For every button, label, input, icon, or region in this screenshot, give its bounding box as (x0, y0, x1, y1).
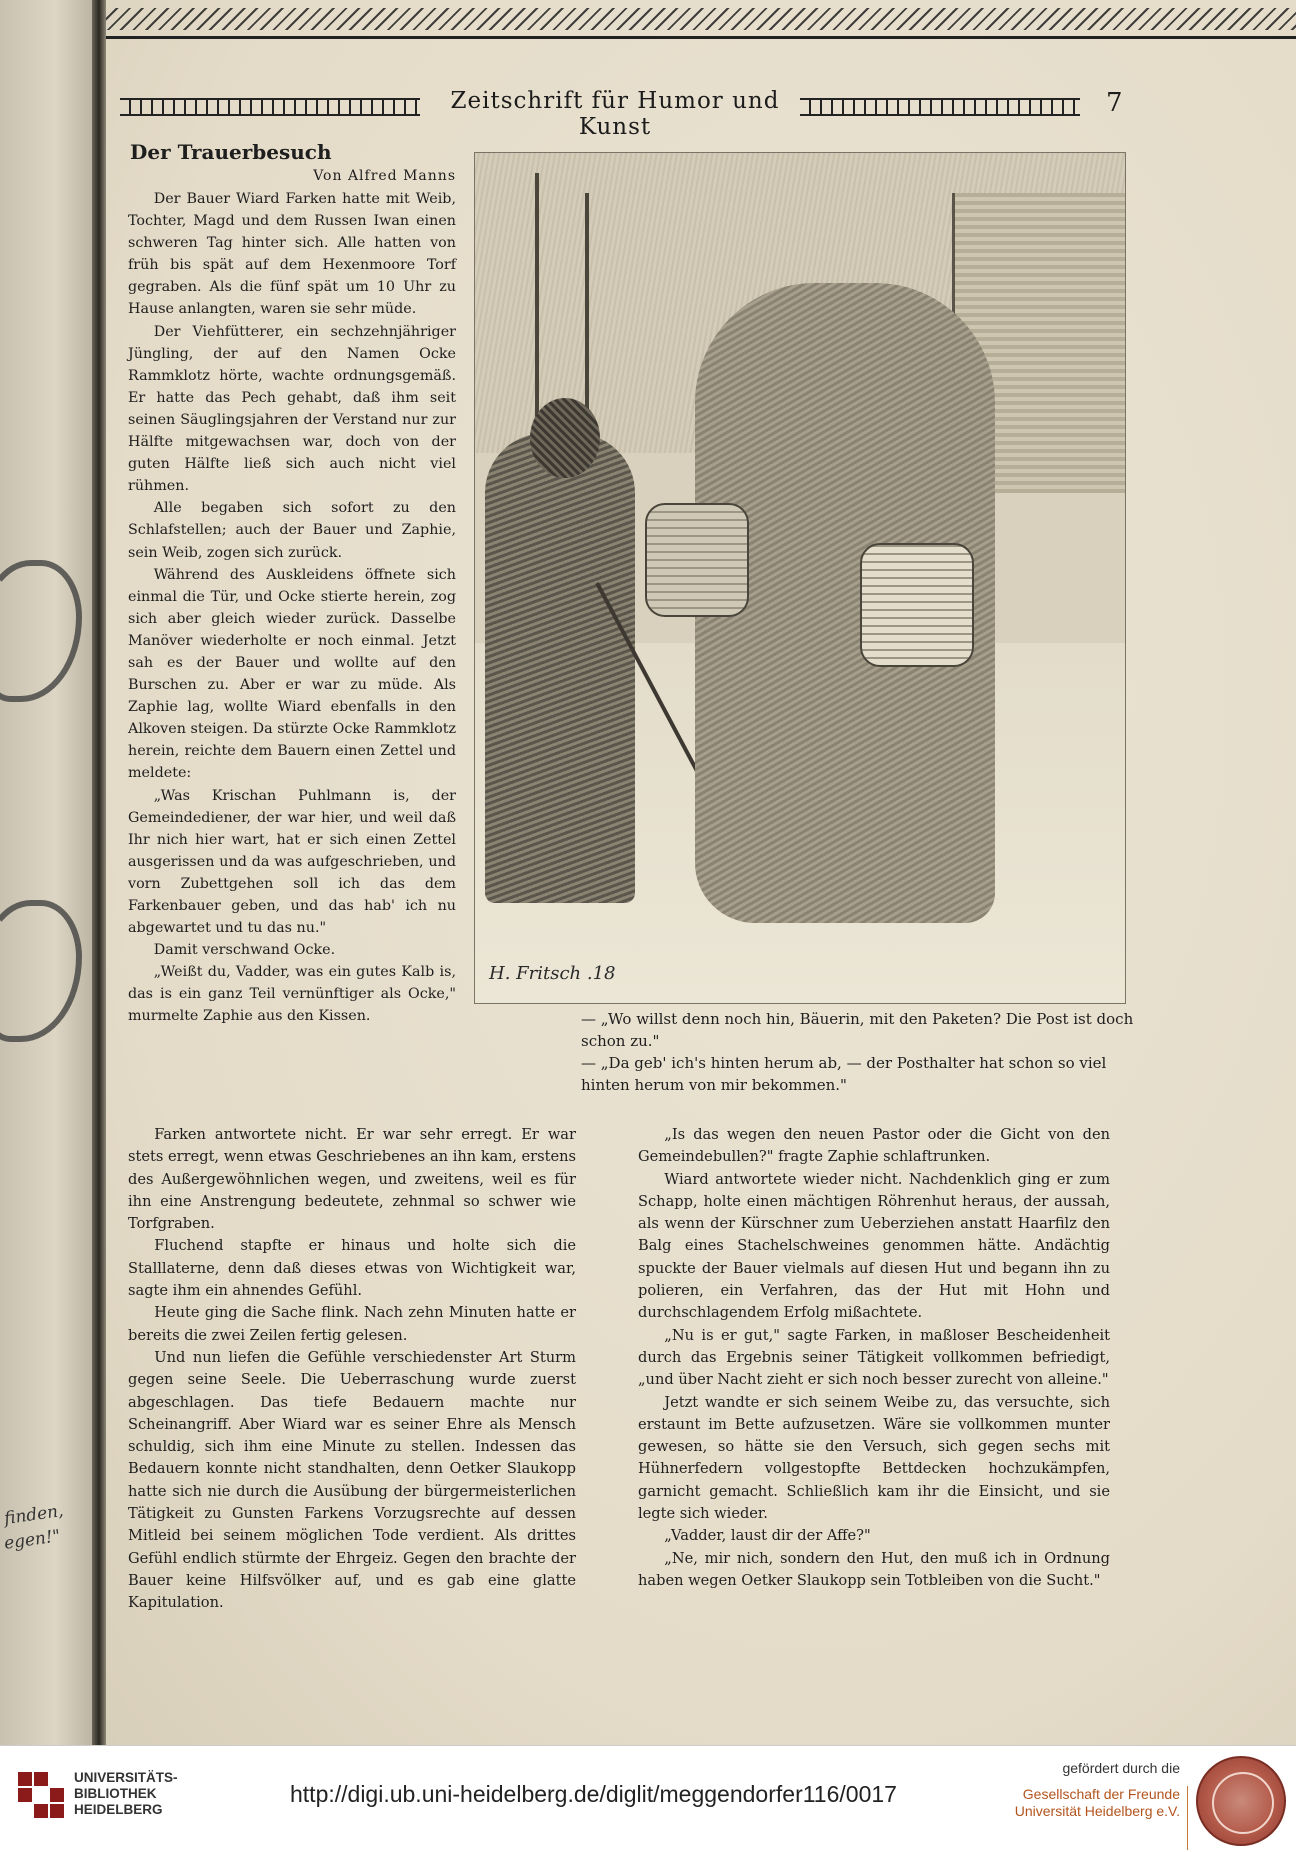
illustration (474, 152, 1126, 1004)
illustration-parcel (860, 543, 974, 667)
paragraph: Während des Auskleidens öffnete sich einmal die Tür, und Ocke stierte herein, zog sich aber gleich wieder zurück. Dasselbe Manöver wiederholte er noch einmal. Jetzt sah es der Bauer und wollte auf den Burschen zu. Aber er war zu müde. Als Zaphie lag, wollte Wiard ebenfalls in den Alkoven steigen. Da stürzte Ocke Rammklotz herein, reichte dem Bauern einen Zettel und meldete: (128, 566, 456, 782)
library-name-line: HEIDELBERG (74, 1802, 163, 1817)
caption-line: — „Wo willst denn noch hin, Bäuerin, mit den Paketen? Die Post ist doch schon zu." (581, 1010, 1134, 1050)
text-column-3 (638, 1124, 1110, 1592)
paragraph: Damit verschwand Ocke. (153, 942, 336, 959)
illustration-parcel (645, 503, 749, 617)
paragraph: „Is das wegen den neuen Pastor oder die Gicht von den Gemeindebullen?" fragte Zaphie schlaftrunken. (638, 1126, 1110, 1166)
paragraph: „Vadder, laust dir der Affe?" (664, 1527, 871, 1545)
text-column-2 (128, 1124, 576, 1615)
illustration-signature: H. Fritsch .18 (489, 963, 616, 984)
paragraph: Heute ging die Sache flink. Nach zehn Minuten hatte er bereits die zwei Zeilen fertig gelesen. (128, 1304, 576, 1344)
article-byline: Von Alfred Manns (313, 168, 456, 184)
paragraph: Wiard antwortete wieder nicht. Nachdenklich ging er zum Schapp, holte einen mächtigen Röhrenhut heraus, der aussah, als wenn der Kürschner zum Ueberziehen anstatt Haarfilz den Balg eines Stachelschweines genommen hätte. Andächtig spuckte der Bauer vielmals auf diesen Hut und begann ihn zu polieren, ein Verfahren, das der Hut mit Hohn und durchschlagendem Erfolg mißachtete. (638, 1170, 1110, 1322)
illustration-tree (535, 173, 539, 433)
illustration-caption (581, 1008, 1136, 1096)
header-ornament-left (120, 98, 420, 116)
sponsor-intro: gefördert durch die (1062, 1760, 1180, 1776)
sponsor-name-line: Universität Heidelberg e.V. (1014, 1803, 1180, 1819)
university-seal-icon[interactable] (1196, 1756, 1286, 1846)
sponsor-name (1000, 1786, 1180, 1820)
library-name-line: UNIVERSITÄTS- (74, 1770, 178, 1785)
scanned-page (106, 0, 1296, 1745)
top-ornamental-border (106, 0, 1296, 39)
page-number: 7 (1106, 88, 1123, 118)
book-spine (92, 0, 106, 1745)
paragraph: Farken antwortete nicht. Er war sehr erregt. Er war stets erregt, wenn etwas Geschriebenes an ihn kam, erstens des Außergewöhnlichen wegen, und zweitens, weil es für ihn eine Anstrengung bedeutete, zehnmal so schwer wie Torfgraben. (128, 1126, 576, 1233)
text-column-1 (128, 188, 456, 1028)
facing-page-sketch (0, 560, 82, 702)
paragraph: Fluchend stapfte er hinaus und holte sich die Stalllaterne, denn daß dieses etwas von Wichtigkeit war, sagte ihm ein ahnendes Gefühl. (128, 1237, 576, 1300)
sponsor-block[interactable] (1000, 1760, 1180, 1820)
illustration-farmhand-head (530, 398, 600, 478)
paragraph: Der Viehfütterer, ein sechzehnjähriger Jüngling, der auf den Namen Ocke Rammklotz hörte, wachte ordnungsgemäß. Er hatte das Pech gehabt, daß ihm seit seinen Säuglingsjahren der Verstand nur zur Hälfte mitgewachsen war, doch von der guten Hälfte ließ sich auch nicht viel rühmen. (128, 323, 456, 495)
paragraph: „Ne, mir nich, sondern den Hut, den muß ich in Ordnung haben wegen Oetker Slaukopp sein Totbleiben von die Sucht." (638, 1549, 1110, 1589)
illustration-tree (585, 193, 589, 423)
paragraph: „Weißt du, Vadder, was ein gutes Kalb is, das is ein ganz Teil vernünftiger als Ocke," murmelte Zaphie aus den Kissen. (128, 964, 456, 1025)
viewer-footer (0, 1745, 1296, 1852)
running-header (120, 88, 1120, 140)
library-name[interactable] (74, 1770, 178, 1818)
header-ornament-right (800, 98, 1080, 116)
running-head-title: Zeitschrift für Humor und Kunst (450, 88, 780, 140)
sponsor-divider (1187, 1786, 1188, 1850)
paragraph: „Was Krischan Puhlmann is, der Gemeindediener, der war hier, und weil daß Ihr nich hier wart, hat er sich einen Zettel ausgerissen und da was aufgeschrieben, und vorn Zubettgehen soll ich das dem Farkenbauer geben, und das hab' ich nu abgewartet und tu das nu." (128, 787, 456, 937)
facing-page-fragment: finden, (2, 1500, 65, 1530)
article-title: Der Trauerbesuch (130, 140, 332, 164)
library-name-line: BIBLIOTHEK (74, 1786, 157, 1801)
paragraph: Der Bauer Wiard Farken hatte mit Weib, Tochter, Magd und dem Russen Iwan einen schweren Tag hinter sich. Alle hatten von früh bis spät auf dem Hexenmoore Torf gegraben. Als die fünf spät um 10 Uhr zu Hause anlangten, waren sie sehr müde. (128, 191, 456, 318)
facing-page-fragment: egen!" (2, 1526, 62, 1554)
paragraph: Jetzt wandte er sich seinem Weibe zu, das versuchte, sich erstaunt im Bette aufzusetzen. Wäre sie vollkommen munter gewesen, so hätte sie den Versuch, sich gegen sechs mit Hühnerfedern vollgestopfte Bettdecken hochzukämpfen, garnicht gemacht. Schließlich kam ihr die Einsicht, und sie legte sich wieder. (638, 1393, 1110, 1523)
permalink-url[interactable]: http://digi.ub.uni-heidelberg.de/diglit/meggendorfer116/0017 (290, 1781, 897, 1807)
illustration-farmhand-figure (485, 433, 635, 903)
paragraph: Und nun liefen die Gefühle verschiedenster Art Sturm gegen seine Seele. Die Ueberraschung wurde zuerst abgeschlagen. Das tiefe Bedauern machte nur Scheinangriff. Aber Wiard war es seiner Ehre als Mensch schuldig, sich ihm eine Minute zu stellen. Indessen das Bedauern konnte nicht standhalten, denn Oetker Slaukopp hatte sich nie durch die Ausübung der bürgermeisterlichen Tätigkeit zu Gunsten Farkens Vorzugsrechte auf dessen Mitleid bei seinem möglichen Tode verdient. Als drittes Gefühl endlich stürmte der Ehrgeiz. Gegen den brachte der Bauer keine Hilfsvölker auf, und es gab eine glatte Kapitulation. (128, 1348, 576, 1612)
paragraph: Alle begaben sich sofort zu den Schlafstellen; auch der Bauer und Zaphie, sein Weib, zogen sich zurück. (128, 500, 456, 561)
facing-page-edge (0, 0, 92, 1745)
facing-page-sketch (0, 900, 82, 1042)
library-logo-icon[interactable] (18, 1772, 64, 1818)
paragraph: „Nu is er gut," sagte Farken, in maßloser Bescheidenheit durch das Ergebnis seiner Tätigkeit vollkommen befriedigt, „und über Nacht zieht er sich noch besser zurecht von alleine." (638, 1326, 1110, 1389)
sponsor-name-line: Gesellschaft der Freunde (1022, 1786, 1180, 1802)
caption-line: — „Da geb' ich's hinten herum ab, — der Posthalter hat schon so viel hinten herum von mir bekommen." (581, 1054, 1107, 1094)
